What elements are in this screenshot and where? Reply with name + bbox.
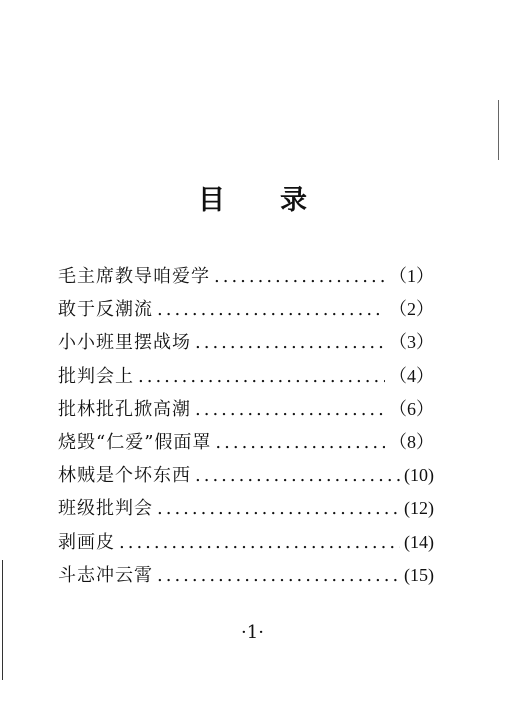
toc-entry-page: (10): [404, 465, 434, 486]
toc-entry-page: （4）: [389, 365, 434, 386]
toc-entry-page: （1）: [389, 266, 434, 286]
dot-leader: [195, 399, 385, 420]
title-char-1: 目: [197, 185, 225, 216]
dot-leader: [215, 432, 385, 453]
toc-entry-page: （2）: [389, 299, 434, 320]
toc-entry-title: 批林批孔掀高潮: [58, 398, 191, 420]
toc-entry-title: 斗志冲云霄: [58, 564, 153, 586]
title-char-2: 录: [280, 185, 308, 216]
toc-entry-title: 小小班里摆战场: [58, 332, 191, 354]
table-of-contents: [58, 262, 434, 594]
toc-entry-page: (14): [404, 531, 434, 552]
toc-entry[interactable]: [58, 528, 434, 561]
toc-entry-title: 烧毁“仁爱”假面罩: [58, 431, 212, 453]
toc-entry-title: 敢于反潮流: [58, 299, 153, 321]
toc-entry[interactable]: [58, 295, 434, 328]
page-number: ·1·: [241, 622, 264, 643]
toc-entry-page: （3）: [389, 332, 434, 353]
toc-entry-title: 剥画皮: [58, 531, 115, 553]
dot-leader: [157, 565, 400, 586]
scan-edge-mark: [2, 560, 3, 680]
toc-entry-page: (12): [404, 498, 434, 519]
scan-edge-mark-right: [498, 100, 499, 160]
dot-leader: [119, 532, 400, 553]
toc-entry[interactable]: [58, 362, 434, 395]
dot-leader: [157, 498, 400, 519]
toc-entry-page: （6）: [389, 398, 434, 419]
toc-entry[interactable]: [58, 262, 434, 295]
dot-leader: [138, 366, 385, 387]
dot-leader: [157, 299, 385, 320]
toc-entry-title: 林贼是个坏东西: [58, 465, 191, 487]
toc-entry-page: （8）: [389, 431, 434, 452]
toc-entry[interactable]: [58, 561, 434, 594]
toc-entry[interactable]: [58, 461, 434, 494]
toc-entry-title: 班级批判会: [58, 498, 153, 520]
page-title: [0, 178, 505, 217]
dot-leader: [214, 266, 385, 287]
toc-entry-title: 毛主席教导咱爱学: [58, 266, 210, 287]
dot-leader: [195, 465, 400, 486]
toc-entry-title: 批判会上: [58, 365, 134, 387]
toc-entry[interactable]: [58, 328, 434, 361]
toc-entry[interactable]: [58, 428, 434, 461]
toc-entry[interactable]: [58, 494, 434, 527]
dot-leader: [195, 332, 385, 353]
toc-entry[interactable]: [58, 395, 434, 428]
toc-entry-page: (15): [404, 564, 434, 585]
